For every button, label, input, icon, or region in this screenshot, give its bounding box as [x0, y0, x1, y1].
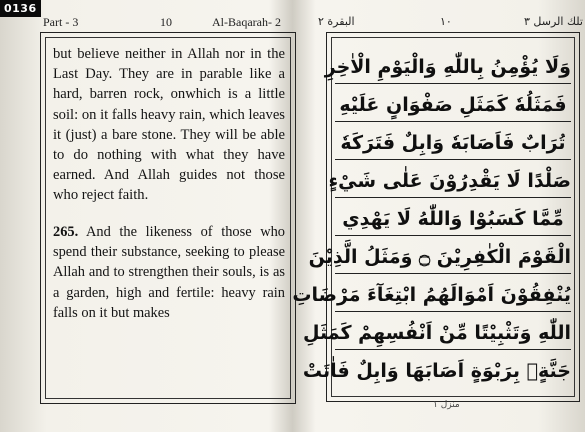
- right-surah-label: البقرة ٢: [318, 15, 355, 28]
- part-label: Part - 3: [43, 15, 79, 29]
- arabic-line-8: اللّٰهِ وَتَثْبِيْتًا مِّنْ اَنْفُسِهِمْ كَمَثَلِ: [335, 316, 571, 350]
- arabic-line-5: مِّمَّا كَسَبُوْا وَاللّٰهُ لَا يَهْدِي: [335, 202, 571, 236]
- arabic-line-7: يُنْفِقُوْنَ اَمْوَالَهُمُ ابْتِغَآءَ مَرْضَاتِ: [335, 278, 571, 312]
- surah-label: Al-Baqarah- 2: [212, 15, 281, 29]
- translation-paragraph-2: [53, 222, 285, 323]
- translation-column: [53, 44, 285, 323]
- arabic-line-3: تُرَابٌ فَاَصَابَهٗ وَابِلٌ فَتَرَكَهٗ: [335, 126, 571, 160]
- translation-paragraph-1: but believe neither in Allah nor in the Last Day. They are in parable like a hard, barren rock, onwhich is a little soil: on it falls heavy rain, which leaves it (just) a bare stone. They will be able to do nothing with what they have earned. And Allah guides not those who reject faith.: [53, 46, 285, 204]
- verse-265-text: And the likeness of those who spend their substance, seeking to please Allah and to strengthen their souls, is as a garden, high and fertile: heavy rain falls on it but makes: [53, 223, 285, 321]
- manzil-footer: منزل ١: [433, 400, 460, 410]
- arabic-line-6: الْقَوْمَ الْكٰفِرِيْنَ ۝ وَمَثَلُ الَّذِيْنَ: [335, 240, 571, 274]
- arabic-line-4: صَلْدًا لَا يَقْدِرُوْنَ عَلٰى شَيْءٍ: [335, 164, 571, 198]
- arabic-line-1: وَلَا يُؤْمِنُ بِاللّٰهِ وَالْيَوْمِ الْاٰخِرِ: [335, 50, 571, 84]
- arabic-line-2: فَمَثَلُهٗ كَمَثَلِ صَفْوَانٍ عَلَيْهِ: [335, 88, 571, 122]
- arabic-text-block: [292, 50, 571, 392]
- page-number: 10: [160, 15, 172, 29]
- verse-number: 265.: [53, 223, 79, 240]
- image-id-badge: 0136: [0, 0, 41, 17]
- right-page-number: ١٠: [440, 15, 452, 28]
- arabic-line-9: جَنَّةٍۭ بِرَبْوَةٍ اَصَابَهَا وَابِلٌ فَاٰتَتْ: [302, 360, 571, 382]
- right-part-label: تلك الرسل ٣: [524, 15, 583, 28]
